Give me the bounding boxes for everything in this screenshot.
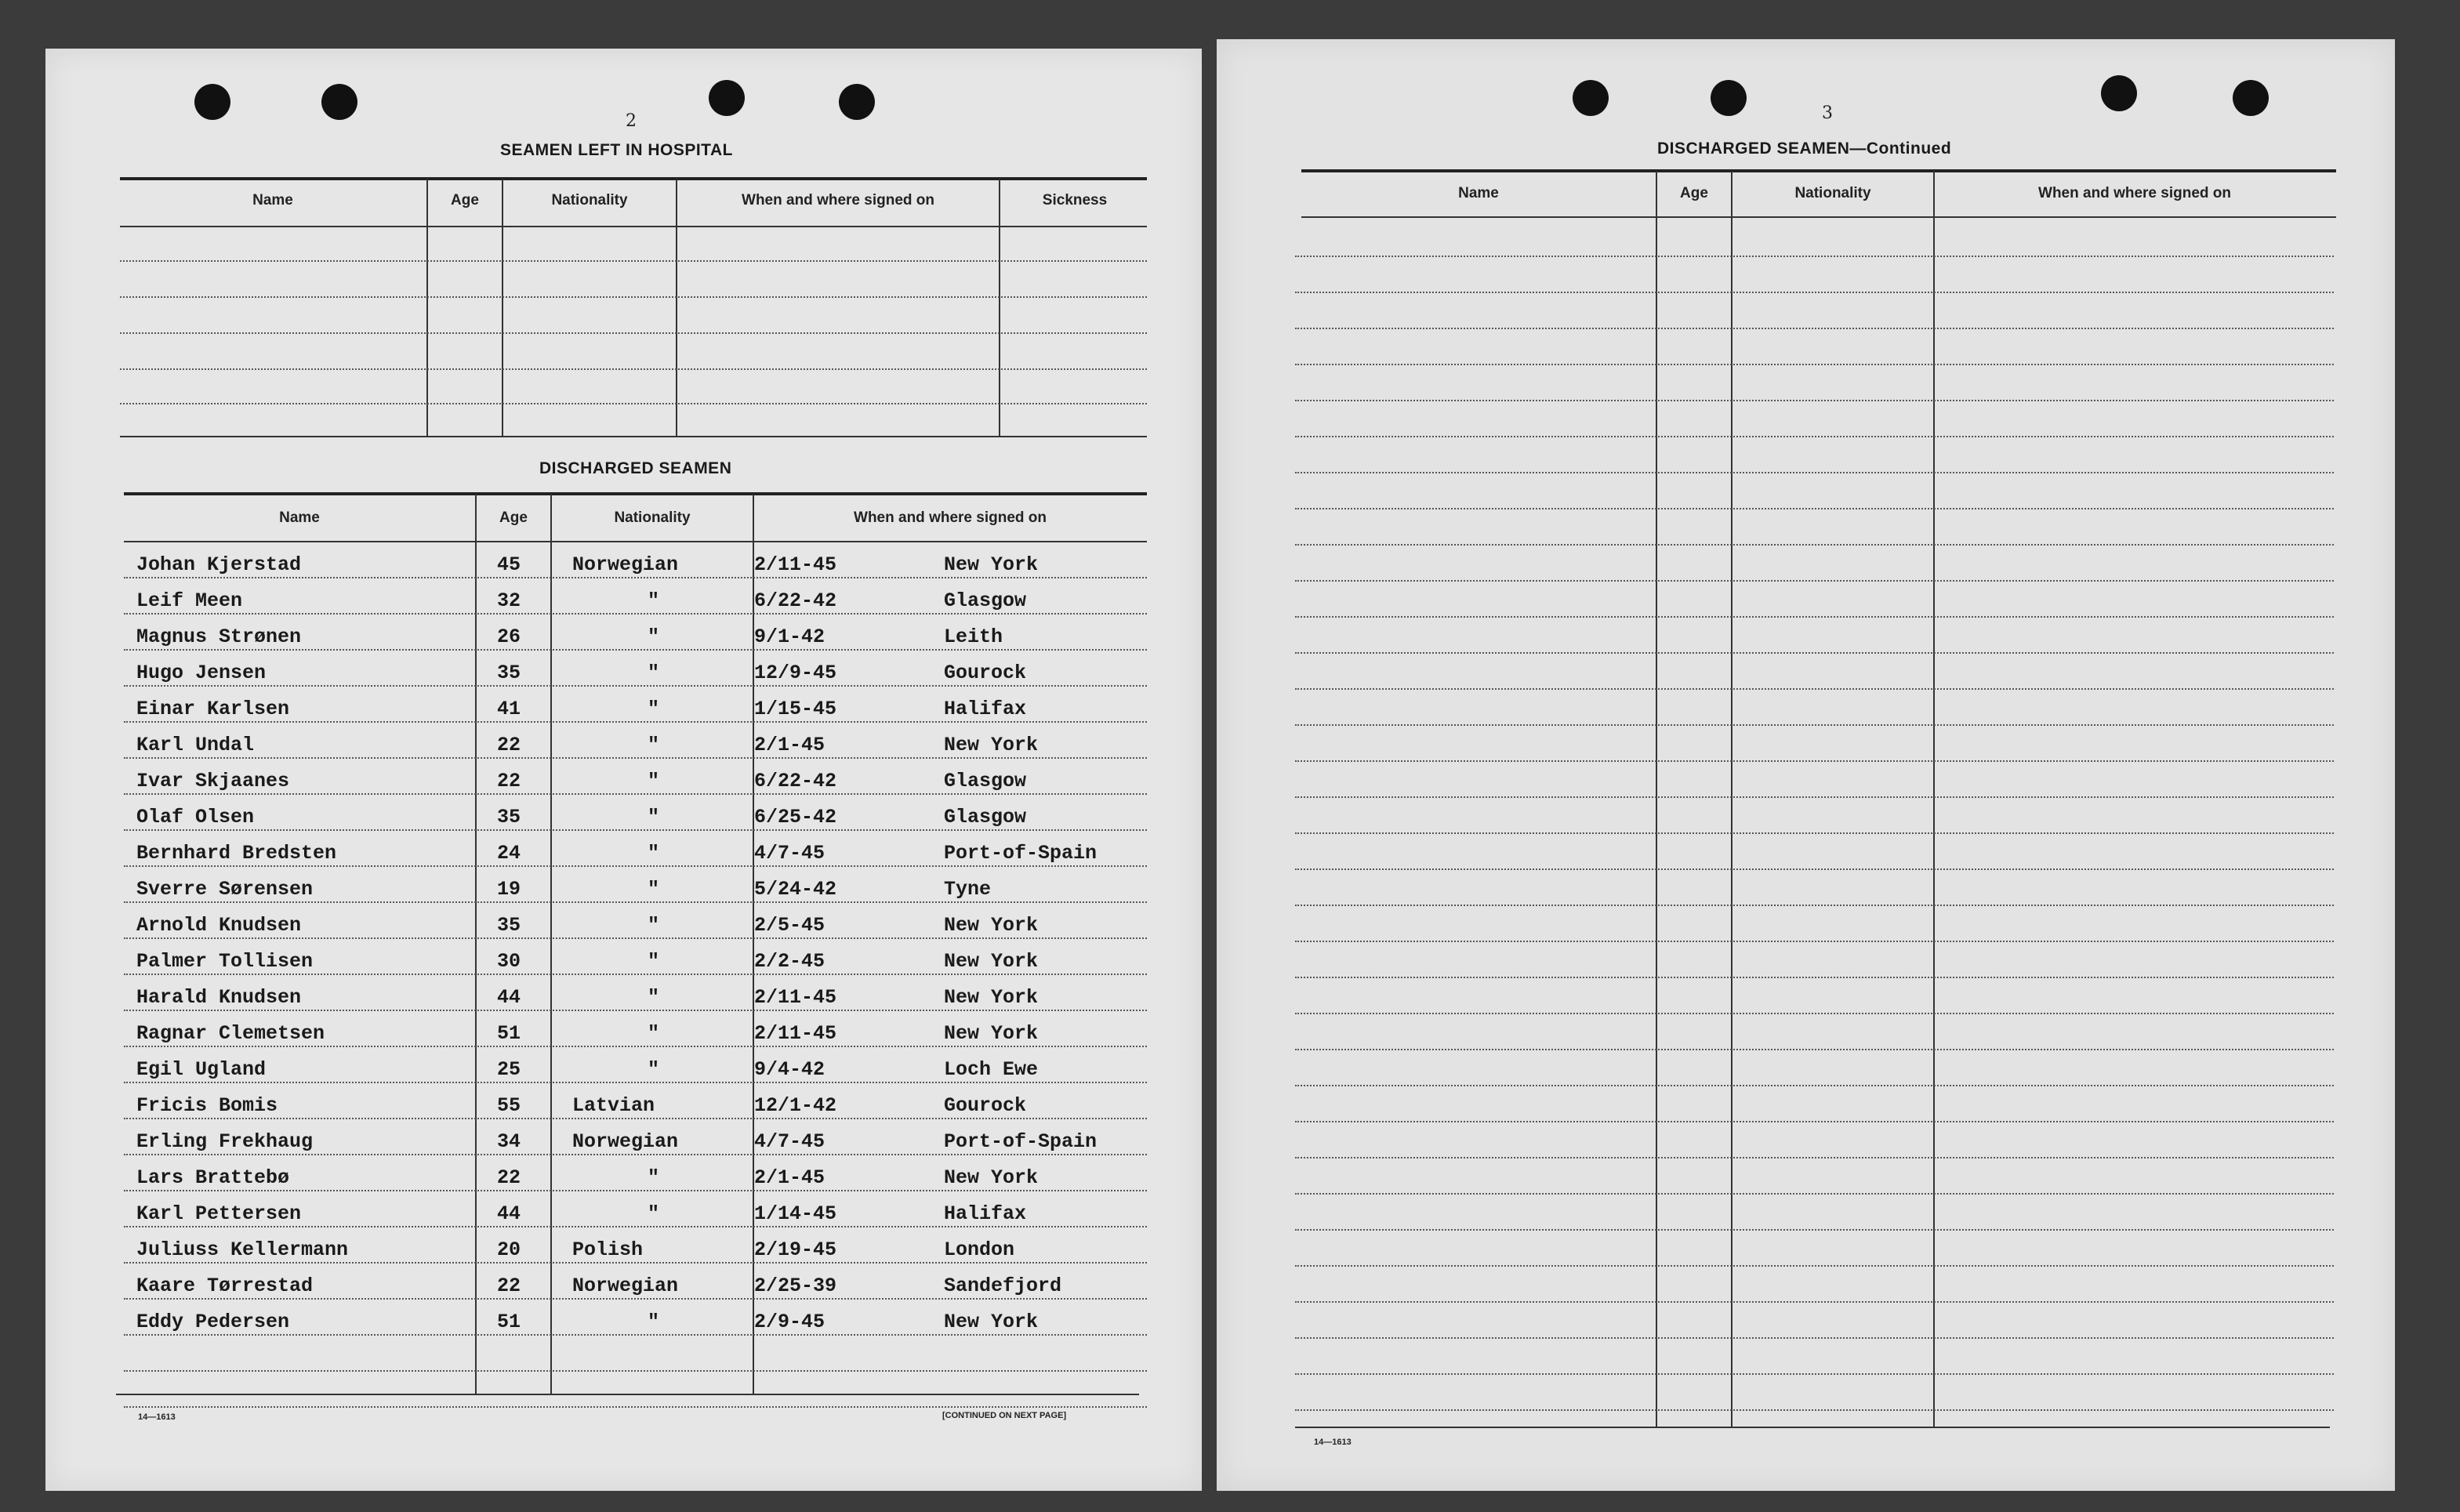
punch-hole (2233, 80, 2269, 116)
row-rule (1295, 1013, 2334, 1014)
signed-on-place: New York (944, 950, 1039, 973)
row-rule (1295, 1121, 2334, 1122)
seaman-nationality: " (648, 1166, 660, 1189)
seaman-nationality: " (648, 1058, 660, 1081)
signed-on-place: Gourock (944, 662, 1027, 684)
left-page (45, 49, 1202, 1491)
row-rule (1295, 1409, 2334, 1411)
row-rule (124, 1118, 1147, 1119)
row-rule (1295, 292, 2334, 293)
seaman-name: Sverre Sørensen (136, 878, 314, 901)
seaman-nationality: " (648, 589, 660, 612)
punch-hole (839, 84, 875, 120)
seaman-nationality: " (648, 842, 660, 865)
signed-on-place: New York (944, 553, 1039, 576)
signed-on-place: New York (944, 986, 1039, 1009)
seaman-nationality: " (648, 662, 660, 684)
table-rule (116, 1394, 1139, 1395)
signed-on-place: New York (944, 1311, 1039, 1333)
table-rule (1301, 169, 2336, 172)
signed-on-place: New York (944, 1022, 1039, 1045)
row-rule (120, 403, 1147, 404)
seaman-nationality: " (648, 1202, 660, 1225)
seaman-nationality: " (648, 806, 660, 829)
column-header: Age (1680, 185, 1708, 201)
row-rule (124, 1298, 1147, 1300)
seaman-name: Harald Knudsen (136, 986, 302, 1009)
seaman-nationality: Norwegian (572, 553, 679, 576)
signed-on-place: Glasgow (944, 589, 1027, 612)
signed-on-place: Port-of-Spain (944, 1130, 1098, 1153)
column-header: Nationality (1794, 185, 1871, 201)
row-rule (124, 901, 1147, 903)
row-rule (1295, 1337, 2334, 1339)
row-rule (1295, 796, 2334, 798)
hospital-section-title: SEAMEN LEFT IN HOSPITAL (500, 141, 733, 159)
column-divider (550, 494, 552, 1395)
signed-on-date: 2/9-45 (754, 1311, 825, 1333)
table-rule (120, 436, 1147, 437)
signed-on-place: New York (944, 734, 1039, 756)
table-rule (120, 226, 1147, 227)
seaman-age: 35 (497, 662, 521, 684)
signed-on-place: London (944, 1238, 1015, 1261)
table-rule (1301, 216, 2336, 218)
seaman-name: Egil Ugland (136, 1058, 267, 1081)
row-rule (1295, 688, 2334, 690)
signed-on-date: 2/11-45 (754, 553, 837, 576)
seaman-name: Karl Undal (136, 734, 255, 756)
signed-on-date: 1/14-45 (754, 1202, 837, 1225)
seaman-name: Bernhard Bredsten (136, 842, 337, 865)
punch-hole (321, 84, 357, 120)
row-rule (1295, 1265, 2334, 1267)
seaman-name: Einar Karlsen (136, 698, 290, 720)
row-rule (124, 1190, 1147, 1191)
seaman-name: Kaare Tørrestad (136, 1275, 314, 1297)
page-number: 2 (626, 111, 637, 131)
seaman-nationality: Norwegian (572, 1275, 679, 1297)
seaman-age: 45 (497, 553, 521, 576)
signed-on-date: 1/15-45 (754, 698, 837, 720)
signed-on-place: Glasgow (944, 770, 1027, 792)
seaman-nationality: " (648, 914, 660, 937)
row-rule (1295, 1085, 2334, 1086)
table-rule (124, 541, 1147, 542)
column-header: Nationality (551, 192, 628, 208)
seaman-nationality: Polish (572, 1238, 644, 1261)
column-divider (1933, 171, 1935, 1427)
bleed-through (226, 351, 381, 371)
signed-on-date: 2/1-45 (754, 1166, 825, 1189)
form-number: 14—1613 (1314, 1438, 1352, 1447)
signed-on-place: Tyne (944, 878, 992, 901)
seaman-nationality: " (648, 734, 660, 756)
signed-on-date: 6/22-42 (754, 589, 837, 612)
row-rule (1295, 1373, 2334, 1375)
column-divider (426, 179, 428, 437)
seaman-nationality: " (648, 698, 660, 720)
table-rule (124, 492, 1147, 495)
seaman-name: Arnold Knudsen (136, 914, 302, 937)
seaman-nationality: Latvian (572, 1094, 655, 1117)
seaman-name: Olaf Olsen (136, 806, 255, 829)
row-rule (1295, 1157, 2334, 1158)
seaman-age: 55 (497, 1094, 521, 1117)
signed-on-date: 4/7-45 (754, 842, 825, 865)
seaman-name: Magnus Strønen (136, 625, 302, 648)
column-header: Name (252, 192, 293, 208)
discharged-section-title: DISCHARGED SEAMEN (539, 459, 732, 477)
row-rule (1295, 832, 2334, 834)
seaman-name: Ragnar Clemetsen (136, 1022, 325, 1045)
seaman-name: Lars Brattebø (136, 1166, 290, 1189)
seaman-age: 25 (497, 1058, 521, 1081)
row-rule (124, 613, 1147, 615)
seaman-nationality: " (648, 1311, 660, 1333)
seaman-age: 51 (497, 1022, 521, 1045)
row-rule (1295, 364, 2334, 365)
signed-on-date: 9/4-42 (754, 1058, 825, 1081)
row-rule (124, 793, 1147, 795)
row-rule (124, 974, 1147, 975)
seaman-name: Fricis Bomis (136, 1094, 278, 1117)
row-rule (124, 577, 1147, 578)
signed-on-date: 2/1-45 (754, 734, 825, 756)
punch-hole (1573, 80, 1609, 116)
column-divider (502, 179, 503, 437)
seaman-nationality: " (648, 950, 660, 973)
row-rule (1295, 1229, 2334, 1231)
row-rule (1295, 544, 2334, 546)
row-rule (1295, 941, 2334, 942)
row-rule (124, 1262, 1147, 1264)
seaman-name: Ivar Skjaanes (136, 770, 290, 792)
signed-on-place: Loch Ewe (944, 1058, 1039, 1081)
signed-on-date: 5/24-42 (754, 878, 837, 901)
signed-on-date: 2/11-45 (754, 1022, 837, 1045)
column-header: Sickness (1042, 192, 1108, 208)
seaman-name: Palmer Tollisen (136, 950, 314, 973)
seaman-age: 24 (497, 842, 521, 865)
table-rule (120, 177, 1147, 180)
seaman-age: 35 (497, 806, 521, 829)
row-rule (1295, 652, 2334, 654)
seaman-nationality: " (648, 1022, 660, 1045)
column-divider (1656, 171, 1657, 1427)
signed-on-date: 2/5-45 (754, 914, 825, 937)
signed-on-date: 2/2-45 (754, 950, 825, 973)
right-page (1217, 39, 2395, 1491)
seaman-age: 34 (497, 1130, 521, 1153)
row-rule (120, 296, 1147, 298)
signed-on-place: New York (944, 1166, 1039, 1189)
column-header: When and where signed on (742, 192, 934, 208)
row-rule (124, 1154, 1147, 1155)
row-rule (1295, 868, 2334, 870)
signed-on-date: 6/25-42 (754, 806, 837, 829)
signed-on-date: 2/11-45 (754, 986, 837, 1009)
column-header: Name (279, 509, 320, 526)
signed-on-place: Port-of-Spain (944, 842, 1098, 865)
row-rule (124, 757, 1147, 759)
seaman-age: 44 (497, 1202, 521, 1225)
signed-on-date: 12/9-45 (754, 662, 837, 684)
row-rule (1295, 508, 2334, 509)
column-divider (1731, 171, 1733, 1427)
seaman-age: 41 (497, 698, 521, 720)
seaman-age: 22 (497, 1275, 521, 1297)
row-rule (1295, 1049, 2334, 1050)
row-rule (1295, 1301, 2334, 1303)
row-rule (1295, 436, 2334, 437)
seaman-name: Erling Frekhaug (136, 1130, 314, 1153)
row-rule (124, 1370, 1147, 1372)
column-header: Age (451, 192, 479, 208)
column-divider (999, 179, 1000, 437)
signed-on-date: 6/22-42 (754, 770, 837, 792)
row-rule (120, 260, 1147, 262)
row-rule (1295, 472, 2334, 473)
row-rule (124, 1334, 1147, 1336)
row-rule (1295, 616, 2334, 618)
seaman-name: Leif Meen (136, 589, 243, 612)
row-rule (1295, 400, 2334, 401)
seaman-nationality: " (648, 878, 660, 901)
row-rule (124, 1046, 1147, 1047)
form-number: 14—1613 (138, 1412, 176, 1422)
signed-on-place: New York (944, 914, 1039, 937)
seaman-age: 26 (497, 625, 521, 648)
column-header: Name (1458, 185, 1499, 201)
signed-on-place: Halifax (944, 698, 1027, 720)
row-rule (124, 1010, 1147, 1011)
seaman-name: Johan Kjerstad (136, 553, 302, 576)
row-rule (124, 1406, 1147, 1408)
column-header: When and where signed on (2038, 185, 2231, 201)
seaman-nationality: " (648, 770, 660, 792)
seaman-name: Hugo Jensen (136, 662, 267, 684)
seaman-nationality: " (648, 625, 660, 648)
seaman-age: 22 (497, 734, 521, 756)
row-rule (1295, 1193, 2334, 1195)
row-rule (124, 937, 1147, 939)
row-rule (1295, 977, 2334, 978)
punch-hole (1711, 80, 1747, 116)
row-rule (1295, 760, 2334, 762)
seaman-age: 22 (497, 770, 521, 792)
seaman-name: Juliuss Kellermann (136, 1238, 349, 1261)
row-rule (120, 332, 1147, 334)
continued-note: [CONTINUED ON NEXT PAGE] (942, 1411, 1067, 1420)
seaman-age: 35 (497, 914, 521, 937)
seaman-nationality: Norwegian (572, 1130, 679, 1153)
row-rule (124, 685, 1147, 687)
row-rule (124, 649, 1147, 651)
row-rule (124, 721, 1147, 723)
signed-on-date: 4/7-45 (754, 1130, 825, 1153)
row-rule (124, 865, 1147, 867)
seaman-age: 30 (497, 950, 521, 973)
row-rule (124, 1226, 1147, 1227)
punch-hole (2101, 75, 2137, 111)
discharged-continued-title: DISCHARGED SEAMEN—Continued (1657, 140, 1952, 158)
seaman-name: Karl Pettersen (136, 1202, 302, 1225)
signed-on-place: Sandefjord (944, 1275, 1062, 1297)
signed-on-date: 9/1-42 (754, 625, 825, 648)
row-rule (1295, 724, 2334, 726)
signed-on-date: 2/25-39 (754, 1275, 837, 1297)
seaman-age: 19 (497, 878, 521, 901)
row-rule (1295, 580, 2334, 582)
punch-hole (709, 80, 745, 116)
signed-on-date: 2/19-45 (754, 1238, 837, 1261)
punch-hole (194, 84, 230, 120)
row-rule (124, 829, 1147, 831)
signed-on-place: Leith (944, 625, 1003, 648)
row-rule (1295, 905, 2334, 906)
column-header: When and where signed on (854, 509, 1047, 526)
row-rule (1295, 328, 2334, 329)
table-rule (1295, 1427, 2330, 1428)
seaman-age: 22 (497, 1166, 521, 1189)
signed-on-date: 12/1-42 (754, 1094, 837, 1117)
column-divider (676, 179, 677, 437)
seaman-age: 20 (497, 1238, 521, 1261)
seaman-age: 32 (497, 589, 521, 612)
column-header: Age (499, 509, 528, 526)
signed-on-place: Glasgow (944, 806, 1027, 829)
seaman-name: Eddy Pedersen (136, 1311, 290, 1333)
column-header: Nationality (614, 509, 691, 526)
signed-on-place: Halifax (944, 1202, 1027, 1225)
bleed-through (1326, 243, 1865, 263)
page-number: 3 (1822, 103, 1833, 123)
column-divider (475, 494, 477, 1395)
row-rule (124, 1082, 1147, 1083)
seaman-age: 51 (497, 1311, 521, 1333)
seaman-nationality: " (648, 986, 660, 1009)
seaman-age: 44 (497, 986, 521, 1009)
signed-on-place: Gourock (944, 1094, 1027, 1117)
